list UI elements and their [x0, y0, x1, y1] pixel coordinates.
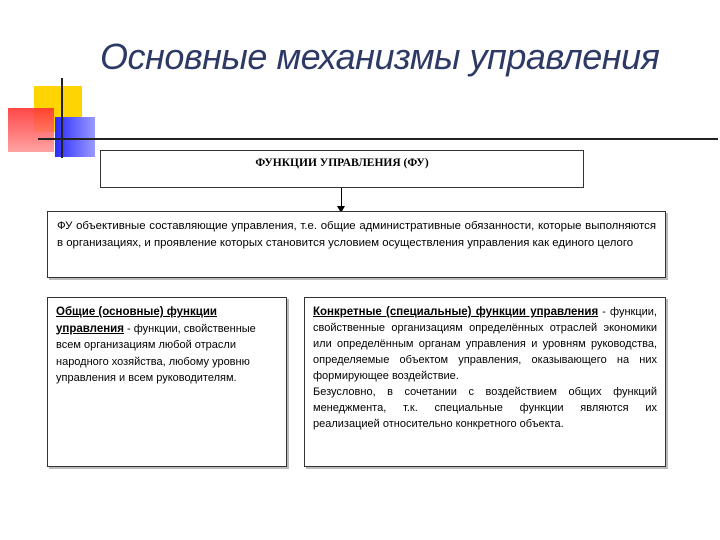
specific-functions-note: Безусловно, в сочетании с воздействием общих функций менеджмента, т.к. специальные функции являются их реализацией относительно конкретного объекта.	[313, 386, 657, 430]
decor-vertical-line	[61, 78, 63, 158]
page-title: Основные механизмы управления	[100, 36, 660, 77]
title-divider	[38, 138, 718, 140]
general-functions-box	[47, 297, 287, 467]
specific-functions-heading: Конкретные (специальные) функции управления	[313, 306, 599, 318]
general-functions-text: - функции, свойственные всем организациям любой отрасли народного хозяйства, любому уровню управления и всем руководителям.	[56, 322, 256, 384]
specific-functions-text: - функции, свойственные организациям определённых отраслей экономики или определённым органам управления и уровням руководства, определяемые объектом управления, оказывающего на них формирующее воздействие.	[313, 306, 657, 382]
functions-header-box	[100, 150, 584, 188]
general-functions-paragraph	[56, 304, 278, 387]
functions-header-label: ФУНКЦИИ УПРАВЛЕНИЯ (ФУ)	[255, 157, 429, 169]
decor-red-square	[8, 108, 54, 152]
general-functions-heading: Общие (основные) функции управления	[56, 306, 217, 335]
specific-functions-paragraph	[313, 304, 657, 384]
definition-box	[47, 211, 666, 278]
specific-functions-box	[304, 297, 666, 467]
definition-text: ФУ объективные составляющие управления, т.е. общие административные обязанности, которые выполняются в организациях, и проявление которых становится условием осуществления управления как единого целого	[57, 220, 656, 249]
